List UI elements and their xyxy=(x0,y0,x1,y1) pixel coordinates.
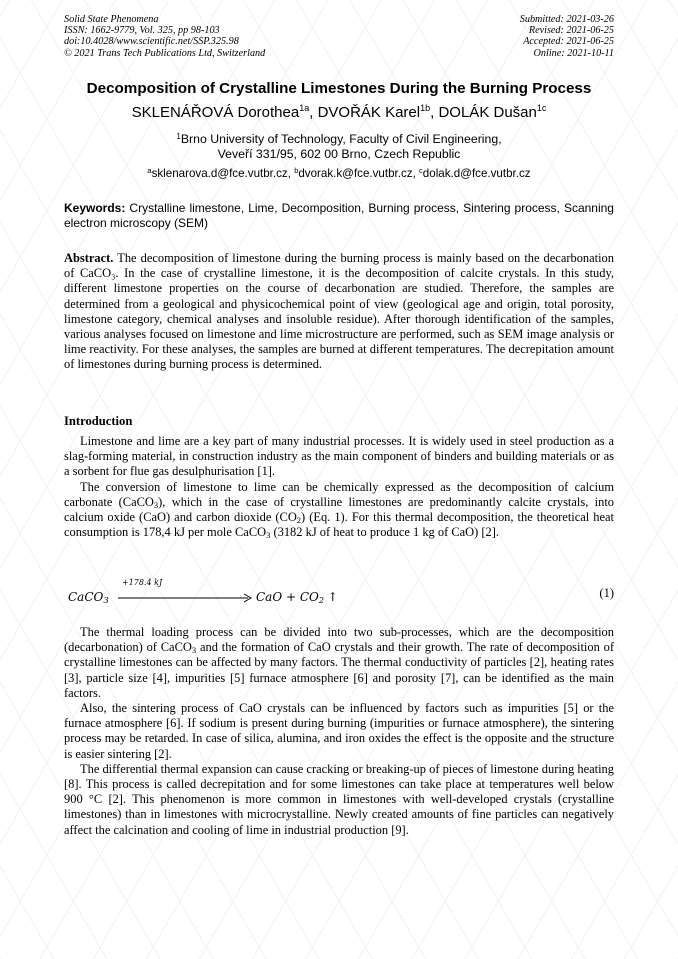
paragraph-text: (3182 kJ of heat to produce 1 kg of CaO) [2]. xyxy=(270,525,500,540)
journal-name: Solid State Phenomena xyxy=(64,14,159,25)
abstract xyxy=(64,251,614,373)
author-list: SKLENÁŘOVÁ Dorothea$^{1a}$, DVOŘÁK Karel$^{1b}$, DOLÁK Dušan$^{1c}$ xyxy=(131,103,547,121)
paper-title: Decomposition of Crystalline Limestones During the Burning Process xyxy=(86,80,592,97)
email-mark: c xyxy=(419,166,423,175)
equation-term: CaCO xyxy=(68,590,104,604)
paragraph-text: The thermal loading process can be divided into two sub-processes, which are the decomposition (decarbonation) of CaCO xyxy=(64,625,614,655)
author-affiliation-mark: 1c xyxy=(536,103,547,113)
affiliation-line-1: Brno University of Technology, Faculty of Civil Engineering, xyxy=(180,132,502,146)
journal-copyright: © 2021 Trans Tech Publications Ltd, Switzerland xyxy=(64,47,266,59)
equation-number: (1) xyxy=(599,586,614,600)
subscript: 3 xyxy=(153,499,159,510)
journal-doi[interactable]: doi:10.4028/www.scientific.net/SSP.325.98 xyxy=(64,36,239,48)
email-mark: b xyxy=(294,166,299,175)
keywords-label: Keywords: xyxy=(64,201,126,215)
date-submitted: Submitted: 2021-03-26 xyxy=(519,14,614,25)
email-mark: a xyxy=(147,166,152,175)
email-link[interactable]: dolak.d@fce.vutbr.cz xyxy=(422,167,531,180)
affiliation-line-2: Veveří 331/95, 602 00 Brno, Czech Republic xyxy=(217,147,461,161)
paragraph xyxy=(64,625,614,701)
subscript: 3 xyxy=(266,530,271,541)
journal-issn: ISSN: 1662-9779, Vol. 325, pp 98-103 xyxy=(64,25,220,37)
paragraph-text: ) (Eq. 1). For this thermal decomposition, the theoretical heat consumption is 178,4 kJ per mole CaCO xyxy=(64,510,614,540)
equation-term: ↑ xyxy=(323,590,338,604)
author-name: DVOŘÁK Karel xyxy=(317,104,421,121)
date-accepted: Accepted: 2021-06-25 xyxy=(523,36,614,48)
equation-1 xyxy=(68,580,614,608)
keywords-text: Crystalline limestone, Lime, Decomposition, Burning process, Sintering process, Scanning electron microscopy (SEM) xyxy=(64,201,614,230)
paragraph: Limestone and lime are a key part of many industrial processes. It is widely used in steel production as a slag-forming material, in construction industry as the main component of binders and building materials or as a sorbent for flue gas desulphurisation [1]. xyxy=(64,434,614,479)
paragraph-text: The conversion of limestone to lime can be chemically expressed as the decomposition of calcium carbonate (CaCO xyxy=(64,479,614,509)
equation-products xyxy=(256,590,338,604)
abstract-label: Abstract. xyxy=(64,251,114,265)
equation-reactant xyxy=(68,590,109,604)
subscript: 2 xyxy=(296,515,302,526)
author-affiliation-mark: 1b xyxy=(420,103,431,113)
subscript: 3 xyxy=(103,596,109,606)
section-heading-introduction: Introduction xyxy=(64,414,133,428)
submission-dates xyxy=(520,14,614,59)
journal-info xyxy=(64,14,265,59)
keywords xyxy=(64,201,614,231)
paragraph: The differential thermal expansion can cause cracking or breaking-up of pieces of limestone during heating [8]. This process is called decrepitation and for some limestones can take place at temperatures well below 900 °C [2]. This phenomenon is more common in limestones with well-developed crystals (crystalline limestones) than in limestones with microcrystalline. Newly created amounts of fine particles can negatively affect the calcination and cooling of lime in industrial production [9]. xyxy=(64,761,614,837)
subscript: 3 xyxy=(191,645,197,656)
reaction-arrow-icon xyxy=(118,593,252,603)
paragraph xyxy=(64,480,614,541)
author-name: SKLENÁŘOVÁ Dorothea xyxy=(131,104,300,121)
email-link[interactable]: dvorak.k@fce.vutbr.cz xyxy=(298,167,413,180)
paragraph-text: ), which in the case of crystalline limestones are predominantly calcite crystals, into calcium oxide (CaO) and carbon dioxide (CO xyxy=(64,494,614,525)
introduction-body-continued xyxy=(64,625,614,838)
affiliation-mark: 1 xyxy=(176,132,181,141)
paragraph-text: and the formation of CaO crystals and their growth. The rate of decomposition of crystalline limestones can be affected by many factors. The thermal conductivity of particles [2], heating rates [3], particle size [4], impurities [5] furnace atmosphere [6] and porosity [7], can be identified as the main factors. xyxy=(64,640,615,700)
affiliation xyxy=(40,132,638,162)
date-revised: Revised: 2021-06-25 xyxy=(528,25,614,37)
subscript: 2 xyxy=(318,596,324,605)
email-link[interactable]: sklenarova.d@fce.vutbr.cz xyxy=(151,167,288,180)
date-online: Online: 2021-10-11 xyxy=(533,47,614,59)
introduction-body xyxy=(64,434,614,540)
equation-heat: +178.4 kJ xyxy=(122,578,163,587)
author-affiliation-mark: 1a xyxy=(299,103,310,113)
paragraph: Also, the sintering process of CaO crystals can be influenced by factors such as impurities [5] or the furnace atmosphere [6]. If sodium is present during burning (impurities or furnace atmosphere), the sintering process may be retarded. In case of silica, alumina, and iron oxides the effect is the opposite and the structure is easier sintering [2]. xyxy=(64,701,614,761)
equation-term: CaO + CO xyxy=(256,590,319,604)
author-emails: $^a$sklenarova.d@fce.vutbr.cz, $^b$dvorak.k@fce.vutbr.cz, $^c$dolak.d@fce.vutbr.cz xyxy=(147,166,531,180)
abstract-text: The decomposition of limestone during the burning process is mainly based on the decarbonation of CaCO₃. In the case of crystalline limestone, it is the decomposition of calcite crystals. In this study, different limestone properties on the course of decarbonation are studied. Therefore, the samples are determined from a geological and physicochemical point of view (geological age and origin, total porosity, limestone category, chemical analyses and insoluble residue). After thorough identification of the samples, various analyses focused on limestone and lime microstructure are performed, such as SEM image analysis or lime reactivity. For these analyses, the samples are burned at different temperatures. The decrepitation amount of limestones during burning process is determined. xyxy=(64,251,614,372)
author-name: DOLÁK Dušan xyxy=(438,104,537,121)
